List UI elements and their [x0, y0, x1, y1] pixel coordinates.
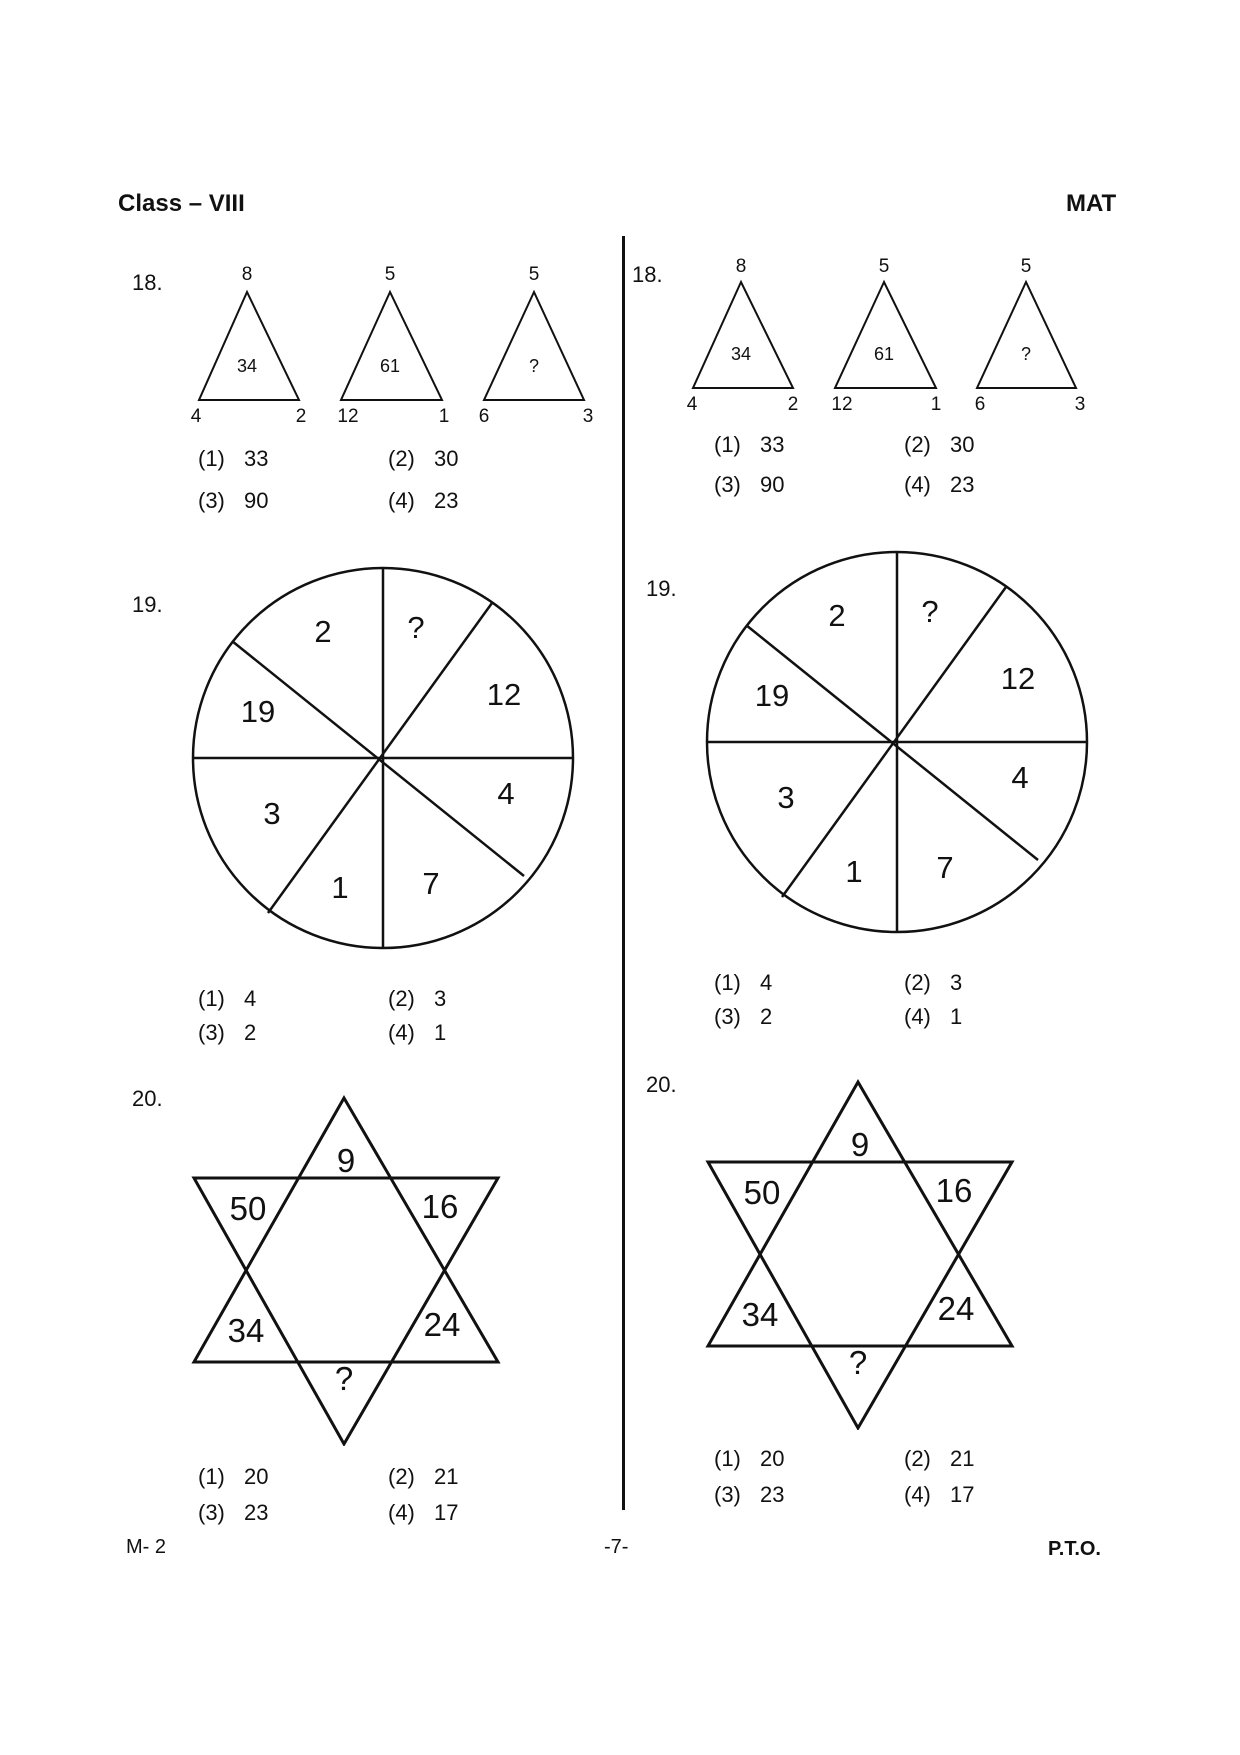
- option-value: 30: [434, 446, 459, 471]
- question-18-triangles: [186, 258, 606, 434]
- q19-option-4[interactable]: [904, 1004, 962, 1030]
- option-value: 2: [760, 1004, 773, 1029]
- q20-option-2[interactable]: [388, 1464, 458, 1490]
- triangle-2-right: 1: [438, 406, 450, 427]
- sector-top-left: 2: [828, 598, 846, 633]
- triangle-2-left: 12: [337, 406, 359, 427]
- question-20-star: [186, 1086, 516, 1446]
- star-point-upper-left: 50: [743, 1174, 781, 1211]
- option-value: 20: [244, 1464, 269, 1489]
- star-point-top: 9: [850, 1126, 870, 1163]
- option-value: 17: [950, 1482, 975, 1507]
- question-18-number: 18.: [632, 262, 663, 287]
- star-point-lower-right: 24: [937, 1290, 975, 1327]
- option-value: 4: [760, 970, 773, 995]
- triangle-1-right: 2: [295, 406, 307, 427]
- option-value: 90: [244, 488, 269, 513]
- triangle-1: [191, 264, 307, 427]
- question-19-number: 19.: [646, 576, 677, 601]
- triangle-3-top: 5: [1020, 256, 1032, 277]
- triangle-3-center: ?: [528, 356, 540, 376]
- sector-right-upper: 12: [486, 677, 522, 712]
- question-19-number: 19.: [132, 592, 163, 617]
- option-value: 21: [950, 1446, 975, 1471]
- triangle-2-left: 12: [831, 394, 853, 415]
- triangle-3-top: 5: [528, 264, 540, 285]
- q19-option-2[interactable]: [388, 986, 446, 1012]
- option-value: 3: [950, 970, 963, 995]
- option-number: (3): [714, 1004, 741, 1029]
- option-value: 20: [760, 1446, 785, 1471]
- sector-left-lower: 3: [263, 796, 281, 831]
- option-number: (4): [904, 472, 931, 497]
- option-number: (2): [388, 986, 415, 1011]
- option-value: 23: [760, 1482, 785, 1507]
- option-number: (1): [714, 432, 741, 457]
- q19-option-4[interactable]: [388, 1020, 446, 1046]
- sector-bottom-right: 7: [422, 866, 440, 901]
- option-number: (3): [198, 488, 225, 513]
- class-header: Class – VIII: [118, 190, 245, 217]
- option-value: 33: [760, 432, 785, 457]
- option-number: (4): [388, 1500, 415, 1525]
- option-value: 33: [244, 446, 269, 471]
- q20-option-3[interactable]: [198, 1500, 268, 1526]
- option-number: (4): [388, 1020, 415, 1045]
- option-value: 23: [244, 1500, 269, 1525]
- sector-right-upper: 12: [1000, 661, 1036, 696]
- star-point-upper-right: 16: [421, 1188, 459, 1225]
- option-number: (1): [198, 1464, 225, 1489]
- option-number: (1): [198, 986, 225, 1011]
- option-number: (1): [198, 446, 225, 471]
- q20-option-2[interactable]: [904, 1446, 974, 1472]
- q20-option-4[interactable]: [388, 1500, 458, 1526]
- star-point-bottom: ?: [848, 1344, 868, 1381]
- option-value: 30: [950, 432, 975, 457]
- option-value: 2: [244, 1020, 257, 1045]
- option-value: 23: [950, 472, 975, 497]
- triangle-1: [687, 256, 799, 415]
- triangle-3-center: ?: [1020, 344, 1032, 364]
- option-number: (3): [714, 1482, 741, 1507]
- triangle-1-center: 34: [236, 356, 258, 376]
- option-number: (3): [198, 1020, 225, 1045]
- option-number: (3): [714, 472, 741, 497]
- option-value: 3: [434, 986, 447, 1011]
- triangle-2: [831, 256, 941, 415]
- triangle-3-left: 6: [974, 394, 986, 415]
- option-number: (2): [904, 970, 931, 995]
- sector-right-lower: 4: [497, 776, 515, 811]
- q18-option-4[interactable]: [904, 472, 974, 498]
- question-19-wheel: [700, 542, 1100, 942]
- option-value: 90: [760, 472, 785, 497]
- question-19-wheel: [186, 558, 586, 958]
- page-number: -7-: [604, 1536, 629, 1558]
- triangle-2-center: 61: [379, 356, 401, 376]
- star-point-lower-right: 24: [423, 1306, 461, 1343]
- sector-left-lower: 3: [777, 780, 795, 815]
- triangle-3-right: 3: [1074, 394, 1086, 415]
- option-number: (4): [904, 1482, 931, 1507]
- q18-option-1[interactable]: [198, 446, 268, 472]
- option-number: (4): [388, 488, 415, 513]
- pto-label: P.T.O.: [1048, 1538, 1101, 1560]
- star-point-top: 9: [336, 1142, 356, 1179]
- triangle-1-top: 8: [241, 264, 253, 285]
- subject-header: MAT: [1066, 190, 1117, 217]
- q19-option-3[interactable]: [198, 1020, 256, 1046]
- option-number: (1): [714, 970, 741, 995]
- triangle-2-top: 5: [384, 264, 396, 285]
- sector-bottom-left: 1: [331, 870, 349, 905]
- star-point-upper-right: 16: [935, 1172, 973, 1209]
- option-value: 21: [434, 1464, 459, 1489]
- triangle-1-center: 34: [730, 344, 752, 364]
- triangle-1-right: 2: [787, 394, 799, 415]
- column-divider: [622, 236, 625, 1510]
- sector-right-lower: 4: [1011, 760, 1029, 795]
- q18-option-1[interactable]: [714, 432, 784, 458]
- option-number: (2): [904, 1446, 931, 1471]
- option-number: (2): [388, 1464, 415, 1489]
- sector-bottom-left: 1: [845, 854, 863, 889]
- option-number: (3): [198, 1500, 225, 1525]
- triangle-2-top: 5: [878, 256, 890, 277]
- q18-option-3[interactable]: [714, 472, 784, 498]
- triangle-1-top: 8: [735, 256, 747, 277]
- q19-option-1[interactable]: [198, 986, 256, 1012]
- option-value: 1: [434, 1020, 447, 1045]
- q18-option-2[interactable]: [388, 446, 458, 472]
- q19-option-1[interactable]: [714, 970, 772, 996]
- option-value: 4: [244, 986, 257, 1011]
- triangle-1-left: 4: [686, 394, 698, 415]
- triangle-3-left: 6: [478, 406, 490, 427]
- triangle-2-right: 1: [930, 394, 942, 415]
- option-number: (2): [388, 446, 415, 471]
- sector-left-upper: 19: [240, 694, 276, 729]
- q20-option-4[interactable]: [904, 1482, 974, 1508]
- option-value: 1: [950, 1004, 963, 1029]
- q18-option-2[interactable]: [904, 432, 974, 458]
- star-point-lower-left: 34: [741, 1296, 779, 1333]
- question-20-number: 20.: [646, 1072, 677, 1097]
- option-value: 17: [434, 1500, 459, 1525]
- sector-top-right: ?: [407, 610, 425, 645]
- q20-option-1[interactable]: [714, 1446, 784, 1472]
- star-point-bottom: ?: [334, 1360, 354, 1397]
- triangle-2: [337, 264, 449, 427]
- q19-option-2[interactable]: [904, 970, 962, 996]
- question-20-number: 20.: [132, 1086, 163, 1111]
- triangle-3: [479, 264, 594, 427]
- star-point-lower-left: 34: [227, 1312, 265, 1349]
- question-18-number: 18.: [132, 270, 163, 295]
- triangle-3: [975, 256, 1086, 415]
- triangle-2-center: 61: [873, 344, 895, 364]
- footer-code: M- 2: [126, 1536, 166, 1558]
- sector-left-upper: 19: [754, 678, 790, 713]
- sector-top-right: ?: [921, 594, 939, 629]
- sector-bottom-right: 7: [936, 850, 954, 885]
- option-number: (1): [714, 1446, 741, 1471]
- q19-option-3[interactable]: [714, 1004, 772, 1030]
- q20-option-1[interactable]: [198, 1464, 268, 1490]
- q20-option-3[interactable]: [714, 1482, 784, 1508]
- triangle-3-right: 3: [582, 406, 594, 427]
- option-number: (4): [904, 1004, 931, 1029]
- q18-option-4[interactable]: [388, 488, 458, 514]
- option-number: (2): [904, 432, 931, 457]
- triangle-1-left: 4: [190, 406, 202, 427]
- q18-option-3[interactable]: [198, 488, 268, 514]
- option-value: 23: [434, 488, 459, 513]
- star-point-upper-left: 50: [229, 1190, 267, 1227]
- sector-top-left: 2: [314, 614, 332, 649]
- question-20-star: [700, 1070, 1030, 1430]
- question-18-triangles: [680, 252, 1100, 428]
